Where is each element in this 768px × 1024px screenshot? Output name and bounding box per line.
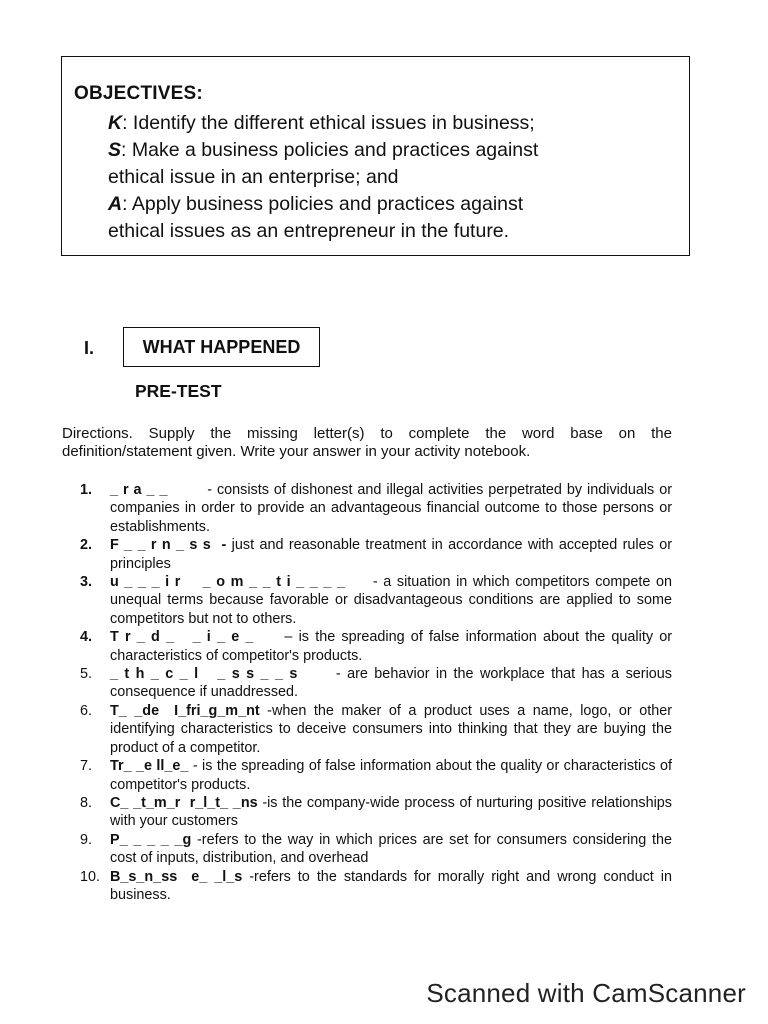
question-item: 6. T_ _de I_fri_g_m_nt -when the maker of a product uses a name, logo, or other identifying characteristics to deceive consumers into thinking that they are buying the product of a competitor. [80,702,672,756]
objective-knowledge: K: Identify the different ethical issues in business; [108,112,535,134]
question-item: 3. u _ _ _ i r _ o m _ _ t i _ _ _ _ - a situation in which competitors compete on unequal terms because favorable or disadvantageous conditions are applied to some competitors but not to others. [80,574,672,627]
objective-attitude: A: Apply business policies and practices against [108,193,524,215]
pretest-heading: PRE-TEST [135,381,222,401]
question-item: 8. C_ _t_m_r r_l_t_ _ns -is the company-wide process of nurturing positive relationships with your customers [80,794,672,830]
section-title-box [123,327,320,367]
objectives-title: OBJECTIVES: [74,83,203,104]
question-item: 1. _ r a _ _ - consists of dishonest and illegal activities perpetrated by individuals or companies in order to provide an advantageous financial outcome to those persons or establishments. [80,482,672,535]
objective-skill-cont: ethical issue in an enterprise; and [108,166,399,188]
objectives-box [61,56,690,256]
question-item: 5. _ t h _ c _ l _ s s _ _ s - are behavior in the workplace that has a serious consequence if unaddressed. [80,666,672,701]
question-item: 4. T r _ d _ _ i _ e _ – is the spreading of false information about the quality or characteristics of competitor's products. [80,629,673,664]
question-item: 7. Tr_ _e ll_e_ - is the spreading of false information about the quality or characteristics of competitor's products. [80,758,673,793]
question-item: 10. B_s_n_ss e_ _l_s -refers to the standards for morally right and wrong conduct in business. [80,868,672,903]
camscanner-watermark: Scanned with CamScanner [426,978,746,1008]
question-list [80,481,672,904]
section-title: WHAT HAPPENED [142,336,301,357]
question-item: 9. P_ _ _ _ _g -refers to the way in which prices are set for consumers considering the cost of inputs, distribution, and overhead [80,831,672,867]
directions-text: Directions. Supply the missing letter(s) to complete the word base on the definition/statement given. Write your answer in your activity notebook. [62,425,672,460]
section-number: I. [84,338,95,358]
objective-attitude-cont: ethical issues as an entrepreneur in the future. [108,220,510,242]
objective-skill: S: Make a business policies and practices against [108,139,539,161]
question-item: 2. F _ _ r n _ s s - just and reasonable treatment in accordance with accepted rules or principles [80,537,672,572]
